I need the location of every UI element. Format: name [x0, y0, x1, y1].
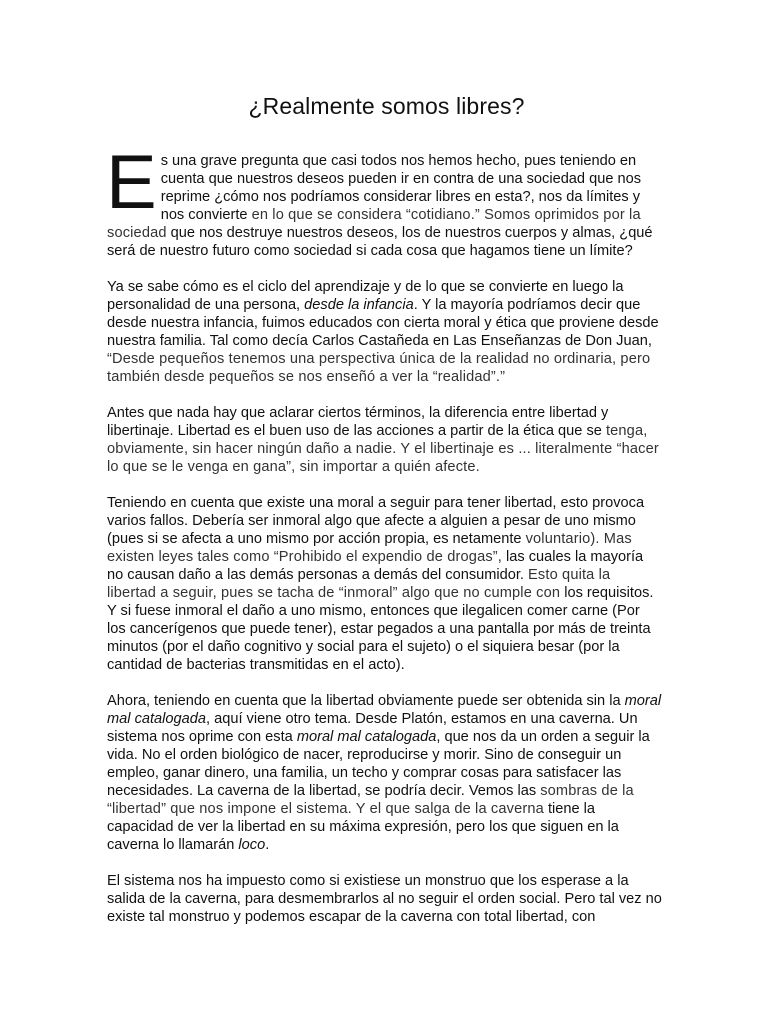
text-run: El sistema nos ha impuesto como si existiese un monstruo que los esperase a la salida de la caverna, para desmembrarlos al no seguir el orden social. Pero tal vez no existe tal monstruo y podemos escapar de la caverna con total libertad, con [107, 873, 662, 925]
quote-run: “Desde pequeños tenemos una perspectiva única de la realidad no ordinaria, pero también desde pequeños se nos enseñó a ver la “realidad”.” [107, 351, 651, 385]
text-run: los requisitos. Y si fuese inmoral el daño a uno mismo, entonces que ilegalicen comer carne (Por los cancerígenos que puede tener), estar pegados a una pantalla por más de treinta minutos (por el daño cognitivo y social para el sujeto) o el siquiera besar (por la cantidad de bacterias transmitidas en el acto). [107, 585, 654, 673]
text-run: Esto quita la libertad a seguir, pues se tacha de “inmoral” algo que no cumple con [107, 567, 611, 601]
text-run: en lo que se considera “cotidiano.” Somos oprimidos por la sociedad [107, 207, 641, 241]
paragraph-2 [107, 278, 662, 386]
text-run: Antes que nada hay que aclarar ciertos términos, la diferencia entre libertad y libertinaje. Libertad es el buen uso de las acciones a partir de la ética que se [107, 405, 609, 439]
text-run: s una grave pregunta que casi todos nos hemos hecho, pues teniendo en cuenta que nuestros deseos pueden ir en contra de una sociedad que nos reprime ¿cómo nos podríamos considerar libres en esta?, nos da límites y nos convierte [160, 153, 642, 223]
text-run: tenga, obviamente, sin hacer ningún daño a nadie. Y el libertinaje es ... literalmente “hacer lo que se le venga en gana”, sin importar a quién afecte. [107, 423, 659, 475]
drop-cap-letter: E [106, 140, 157, 225]
text-run: tiene la capacidad de ver la libertad en su máxima expresión, pero los que siguen en la caverna lo llamarán [107, 801, 619, 853]
text-run: Ya se sabe cómo es el ciclo del aprendizaje y de lo que se convierte en luego la personalidad de una persona, [107, 279, 624, 313]
italic-run: desde la infancia [304, 297, 414, 313]
text-run: , aquí viene otro tema. Desde Platón, estamos en una caverna. Un sistema nos oprime con esta [107, 711, 638, 745]
paragraph-3 [107, 404, 662, 476]
text-run: Teniendo en cuenta que existe una moral a seguir para tener libertad, esto provoca varios fallos. Debería ser inmoral algo que afecte a alguien a pesar de uno mismo (pues si se afecta a uno mismo por acción propia, es netamente [107, 495, 645, 547]
text-run: . Y la mayoría podríamos decir que desde nuestra infancia, fuimos educados con cierta moral y ética que proviene desde nuestra familia. Tal como decía Carlos Castañeda en Las Enseñanzas de Don Juan, [107, 297, 659, 349]
text-run: las cuales la mayoría no causan daño a las demás personas a demás del consumidor. [107, 549, 644, 583]
paragraph-6 [107, 872, 662, 926]
paragraph-4 [107, 494, 662, 674]
text-run: sombras de la “libertad” que nos impone el sistema. Y el que salga de la caverna [107, 783, 634, 817]
text-run: que nos destruye nuestros deseos, los de nuestros cuerpos y almas, ¿qué será de nuestro futuro como sociedad si cada cosa que hagamos tiene un límite? [107, 225, 653, 259]
document-page [107, 0, 662, 926]
italic-run: moral mal catalogada [296, 729, 437, 745]
text-run: . [265, 837, 270, 853]
italic-run: moral mal catalogada [107, 693, 662, 727]
paragraph-1 [106, 140, 662, 260]
italic-run: loco [238, 837, 266, 853]
text-run: voluntario). Mas existen leyes tales como “Prohibido el expendio de drogas”, [107, 531, 632, 565]
document-title: ¿Realmente somos libres? [248, 93, 525, 119]
paragraph-5 [107, 692, 662, 854]
text-run: Ahora, teniendo en cuenta que la libertad obviamente puede ser obtenida sin la [107, 693, 625, 709]
text-run: , que nos da un orden a seguir la vida. No el orden biológico de nacer, reproducirse y morir. Sino de conseguir un empleo, ganar dinero, una familia, un techo y comprar cosas para satisfacer las necesidades. La caverna de la libertad, se podría decir. Vemos las [107, 729, 650, 799]
